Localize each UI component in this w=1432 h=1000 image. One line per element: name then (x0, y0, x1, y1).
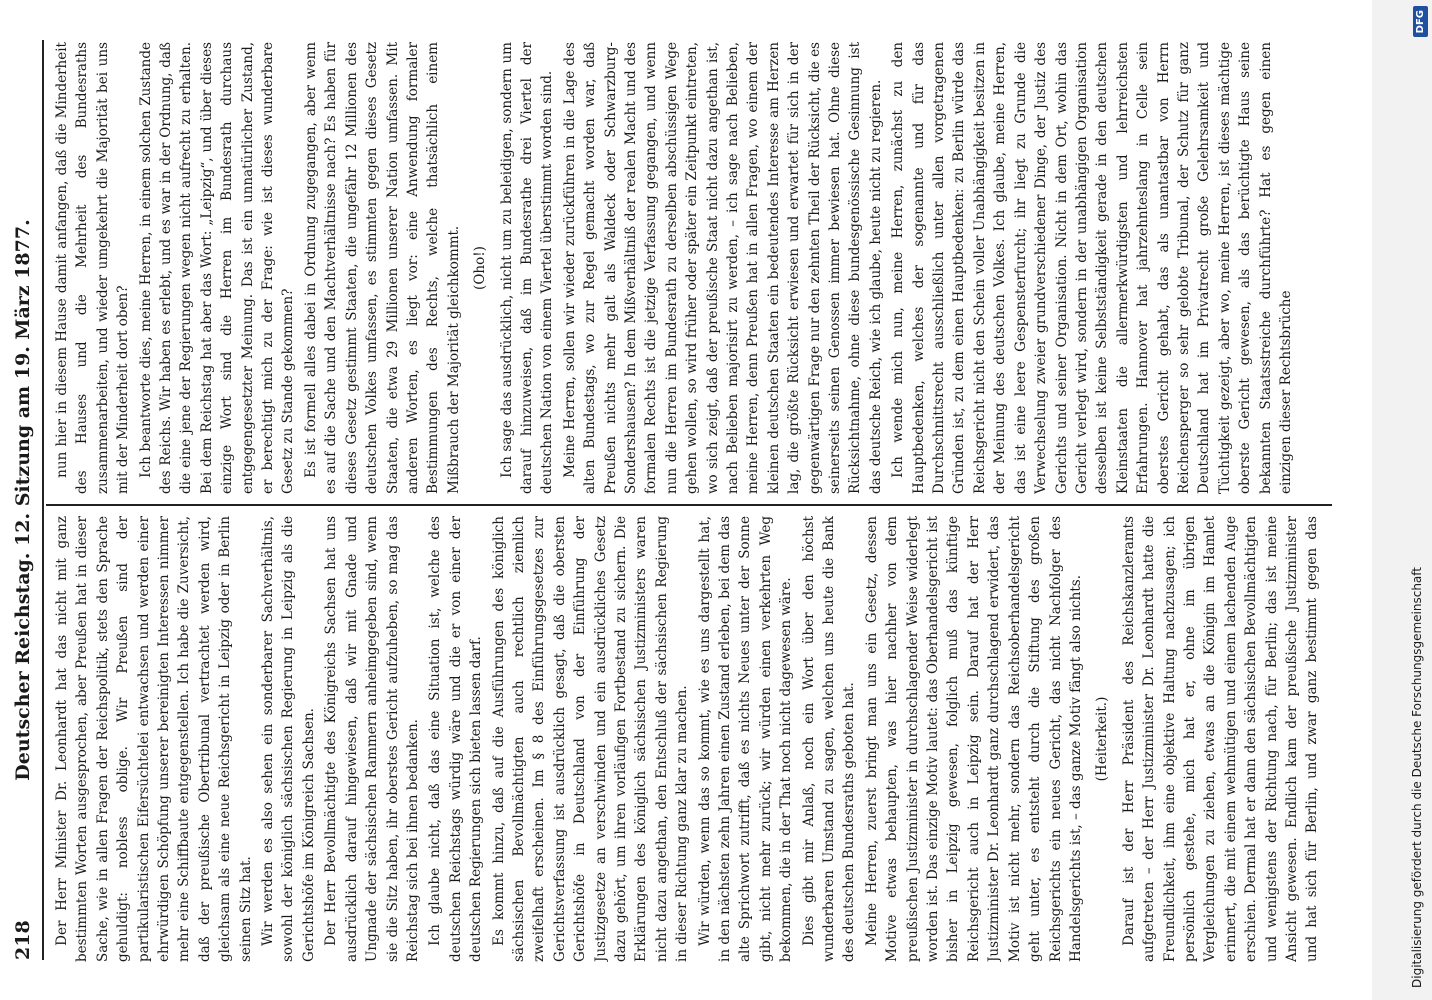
page-number: 218 (12, 920, 34, 960)
paragraph: Wir würden, wenn das so kommt, wie es uns dargestellt hat, in den nächsten zehn Jahren einen Zustand erleben, bei dem das alte Sprichwort zutrifft, daß es nichts Neues unter der Sonne gibt, nicht mehr zurück; wir würden einen verkehrten Weg bekommen, die in der That noch nicht dagewesen wäre. (696, 516, 795, 962)
paragraph: Darauf ist der Herr Präsident des Reichskanzleramts aufgetreten – der Herr Justizminister Dr. Leonhardt hatte die Freundlichkeit, ihm eine objektive Haltung nachzusagen; ich persönlich gestehe, mich hat er, ohne im übrigen Vergleichungen zu ziehen, etwas an die Königin im Hamlet erinnert, die mit einem wehmütigen und einem lachenden Auge erschien. Dermal hat er dann den sächsischen Bevollmächtigten und wenigstens der Richtung nach, für Berlin; das ist meine Ansicht gewesen. Endlich kam der preußische Justizminister und hat sich für Berlin, und zwar ganz bestimmt gegen das (1120, 516, 1321, 962)
paragraph: Ich beantworte dies, meine Herren, in einem solchen Zustande des Reichs. Wir haben es erlebt, und es war in der Ordnung, daß die eine jene der Regierungen wegen nicht aufrecht zu erhalten. Bei dem Reichstag hat aber das Wort: „Leipzig“, und über dieses einzige Wort sind die Herren im Bundesrath durchaus entgegengesetzter Meinung. Das ist ein unnatürlicher Zustand, er berechtigt mich zu der Frage: wie ist dieses wunderbare Gesetz zu Stande gekommen? (137, 42, 297, 494)
paragraph: Der Herr Minister Dr. Leonhardt hat das nicht mit ganz bestimmten Worten ausgesprochen, aber Preußen hat in dieser Sache, wie in allen Fragen der Reichspolitik, stets den Sprache gehuldigt: nobless oblige. Wir Preußen sind der partikularistischen Eifersüchtelei entwachsen und werden einer ehrwürdigen Schöpfung unserer bereinigten Interessen nimmer mehr eine Schiffbaute entgegenstellen. Ich habe die Zuversicht, daß der preußische Obertribunal vertrachtet werden wird, gleichsam als eine neue Reichsgericht in Leipzig oder in Berlin seinen Sitz hat. (54, 516, 254, 962)
paragraph: Ich glaube nicht, daß das eine Situation ist, welche des deutschen Reichstags würdig wäre und die er von einer der deutschen Regierungen sich bieten lassen darf. (427, 516, 485, 962)
interjection: (Heiterkeit.) (1094, 696, 1111, 782)
interjection: (Oho!) (472, 246, 489, 290)
scan-margin-strip (1372, 0, 1432, 1000)
digitization-credit: Digitalisierung gefördert durch die Deutsche Forschungsgemeinschaft (1410, 566, 1424, 988)
paragraph: Ich sage das ausdrücklich, nicht um zu beleidigen, sondern um darauf hinzuweisen, daß im Bundesrathe drei Viertel der deutschen Nation von einem Viertel überstimmt worden sind. (498, 42, 556, 494)
paragraph: Dies gibt mir Anlaß, noch ein Wort über den höchst wunderbaren Umstand zu sagen, welchen uns heute die Bank des deutschen Bundesraths geboten hat. (800, 516, 858, 962)
paragraph: Es ist formell alles dabei in Ordnung zugegangen, aber wenn es auf die Sache und den Machtverhältnisse nach? Es haben für dieses Gesetz gestimmt Staaten, die ungefähr 12 Millionen des deutschen Volkes umfassen, es stimmten gegen dieses Gesetz Staaten, die etwa 29 Millionen unserer Nation umfassen. Mit anderen Worten, es liegt vor: eine Anwendung formaler Bestimmungen des Rechts, welche thatsächlich einem Mißbrauch der Majorität gleichkommt. (302, 42, 462, 494)
page-header (8, 40, 44, 960)
paragraph: Es kommt hinzu, daß auf die Ausführungen des königlich sächsischen Bevollmächtigten auch rechtlich ziemlich zweifelhaft erscheinen. Im § 8 des Einführungsgesetzes zur Gerichtsverfassung ist ausdrücklich gesagt, daß die obersten Gerichtshöfe in Deutschland von der Einführung der Justizgesetze an verschwinden und ein ausdrückliches Gesetz dazu gehört, um ihren vorläufigen Fortbestand zu sichern. Die Erklärungen des königlich sächsischen Justizministers waren nicht dazu angethan, den Entschluß der sächsischen Regierung in dieser Richtung ganz klar zu machen. (490, 516, 691, 962)
running-title: Deutscher Reichstag. 12. Sitzung am 19. März 1877. (12, 219, 34, 781)
paragraph: Meine Herren, zuerst bringt man uns ein Gesetz, dessen Motive etwas behaupten, was hier nachher von dem preußischen Justizminister in durchschlagender Weise widerlegt worden ist. Das einzige Motiv lautet: das Oberhandelsgericht ist bisher in Leipzig gewesen, folglich muß das künftige Reichsgericht auch in Leipzig sein. Darauf hat der Herr Justizminister Dr. Leonhardt ganz durchschlagend erwidert, das Motiv ist nicht mehr, sondern das Reichsoberhandelsgericht geht unter, es entsteht durch die Stiftung des großen Reichsgerichts ein neues Gericht, das nicht Nachfolger des Handelsgerichts ist, – das ganze Motiv fängt also nichts. (863, 516, 1084, 962)
paragraph: nun hier in diesem Hause damit anfangen, daß die Minderheit des Hauses und die Mehrheit des Bundesraths zusammenarbeiten, und wieder umgekehrt die Majorität bei uns mit der Minderheit dort oben? (54, 42, 132, 494)
dfg-logo: DFG (1413, 6, 1428, 37)
column-divider (46, 504, 1332, 506)
paragraph: Wir werden es also sehen ein sonderbarer Sachverhältnis, sowohl der königlich sächsischen Regierung in Leipzig als die Gerichtshöfe im Königreich Sachsen. (260, 516, 317, 962)
paragraph: Der Herr Bevollmächtigte des Königreichs Sachsen hat uns ausdrücklich darauf hingewiesen, daß wir mit Gnade und Ungnade der sächsischen Rammern anheimgegeben sind, wenn sie die Sitz haben, ihr oberstes Gericht aufzuheben, so mag das Reichstag sich bei ihnen bedanken. (323, 516, 421, 962)
paragraph: Ich wende mich nun, meine Herren, zunächst zu den Hauptbedenken, welches der sogenannte und für das Durchschnittsrecht ausschließlich unter allen vorgetragenen Gründen ist, zu dem einen Hauptbedenken: zu Berlin würde das Reichsgericht nicht den Schein voller Unabhängigkeit besitzen in der Meinung des deutschen Volkes. Ich glaube, meine Herren, das ist eine leere Gespensterfurcht; ihr liegt zu Grunde die Verwechselung zweier grundverschiedener Dinge, der Justiz des Gerichts und seiner Organisation. Nicht in dem Ort, wohin das Gericht verlegt wird, sondern in der unabhängigen Organisation desselben ist keine Selbstständigkeit gerade in den deutschen Kleinstaaten die allermerkwürdigsten und lehrreichsten Erfahrungen. Hannover hat jahrzehnteslang in Celle sein oberstes Gericht gehabt, das als unantastbar von Herrn Reichensperger so sehr gelobte Tribunal, der Schutz für ganz Deutschland hat im Privatrecht große Gelehrsamkeit und Tüchtigkeit gezeigt, aber wo, meine Herren, ist dieses mächtige oberste Gericht gewesen, als das berüchtigte Haus seine bekannten Staatsstreiche durchführte? Hat es gegen einen einzigen dieser Rechtsbrüche (890, 42, 1294, 494)
right-text-column (52, 42, 1322, 494)
left-text-column (52, 516, 1322, 962)
paragraph: Meine Herren, sollen wir wieder zurückführen in die Lage des alten Bundestags, wo zur Regel gemacht worden war, daß Preußen nichts mehr galt als Waldeck oder Schwarzburg-Sondershausen? In dem Mißverhältniß der realen Macht und des formalen Rechts ist die jetzige Verfassung gegangen, und wenn nun die Herren im Bundesrath zu derselben abschüssigen Wege gehen wollen, so wird früher oder später ein Zeitpunkt eintreten, wo sich zeigt, daß der preußische Staat nicht dazu angethan ist, nach Belieben majorisirt zu werden, – ich sage nach Belieben, meine Herren, denn Preußen hat in allen Fragen, wo einem der kleinen deutschen Staaten ein bedeutendes Interesse am Herzen lag, die größte Rücksicht erwiesen und erwartet für sich in der gegenwärtigen Frage nur den zehnten Theil der Rücksicht, die es seinerseits seinen Genossen immer bewiesen hat. Ohne diese Rücksichtnahme, ohne diese bundesgenössische Gesinnung ist das deutsche Reich, wie ich glaube, heute nicht zu regieren. (561, 42, 884, 494)
